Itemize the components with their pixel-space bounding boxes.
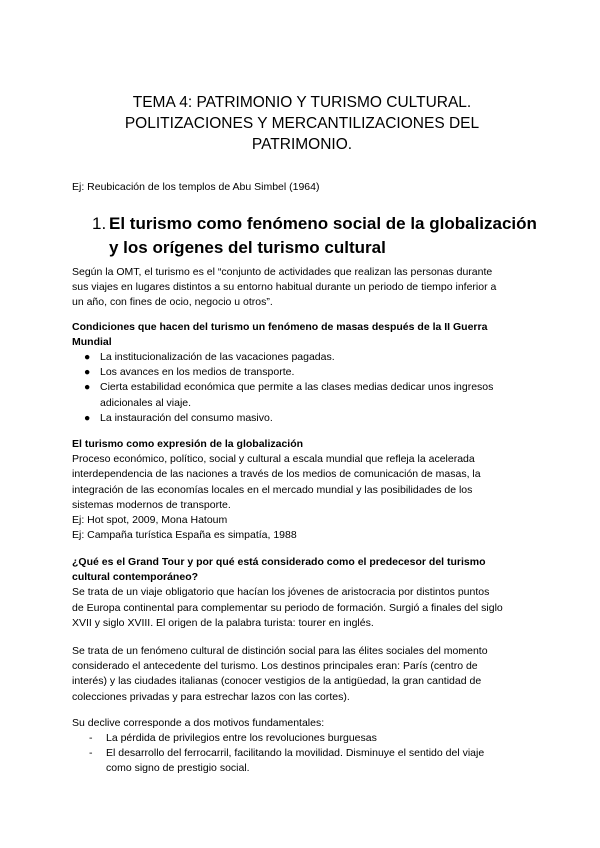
example-abu-simbel: Ej: Reubicación de los templos de Abu Simbel (1964) (72, 181, 320, 193)
decline-intro: Su declive corresponde a dos motivos fundamentales: (72, 717, 325, 729)
paragraph-line: de Europa continental para complementar su periodo de formación. Surgió a finales del siglo (72, 601, 503, 614)
conditions-list (72, 350, 534, 426)
decline-reasons-list (72, 731, 534, 777)
list-item-text: como signo de prestigio social. (106, 762, 250, 775)
omt-definition (72, 265, 534, 311)
heading-line: Condiciones que hacen del turismo un fenómeno de masas después de la II Guerra (72, 321, 488, 333)
title-line: PATRIMONIO. (251, 136, 353, 153)
paragraph-line: Se trata de un viaje obligatorio que hacían los jóvenes de aristocracia por distintos puntos (72, 586, 490, 599)
section-heading-line: y los orígenes del turismo cultural (109, 238, 386, 257)
conditions-heading (72, 320, 534, 350)
list-item-text: El desarrollo del ferrocarril, facilitando la movilidad. Disminuye el sentido del viaje (106, 747, 485, 760)
paragraph-line: sus viajes en lugares distintos a su entorno habitual durante un periodo de tiempo inferior a (72, 281, 497, 294)
title-line: TEMA 4: PATRIMONIO Y TURISMO CULTURAL. (132, 94, 472, 111)
bullet-marker: ● (84, 411, 91, 424)
list-item (72, 380, 534, 410)
list-item (72, 731, 534, 746)
section-heading-line: El turismo como fenómeno social de la globalización (109, 214, 537, 233)
document-title (72, 92, 532, 155)
list-item-text: La institucionalización de las vacaciones pagadas. (100, 351, 335, 363)
grand-tour-section (72, 555, 534, 631)
paragraph-line: integración de las economías locales en el mercado mundial y las posibilidades de los (72, 483, 473, 496)
paragraph-line: Proceso económico, político, social y cultural a escala mundial que refleja la acelerada (72, 453, 475, 466)
example-hot-spot: Ej: Hot spot, 2009, Mona Hatoum (72, 514, 228, 527)
heading-line: Mundial (72, 336, 112, 349)
dash-marker: - (89, 747, 93, 760)
grand-tour-heading: ¿Qué es el Grand Tour y por qué está considerado como el predecesor del turismo (72, 556, 486, 568)
bullet-marker: ● (84, 366, 91, 379)
paragraph-line: XVII y siglo XVIII. El origen de la palabra turista: tourer en inglés. (72, 616, 374, 629)
globalization-heading: El turismo como expresión de la globalización (72, 438, 304, 450)
paragraph-line: interés) y las ciudades italianas (conocer vestigios de la antigüedad, la gran cantidad de (72, 675, 482, 688)
paragraph-line: sistemas modernos de transporte. (72, 498, 231, 511)
section-number: 1. (92, 214, 107, 233)
list-item (72, 350, 534, 365)
list-item-text: La pérdida de privilegios entre los revoluciones burguesas (106, 732, 377, 744)
bullet-marker: ● (84, 351, 91, 363)
list-item (72, 746, 534, 776)
paragraph-line: considerado el antecedente del turismo. Los destinos principales eran: París (centro de (72, 660, 478, 673)
title-line: POLITIZACIONES Y MERCANTILIZACIONES DEL (124, 115, 480, 132)
globalization-section (72, 437, 534, 543)
dash-marker: - (89, 732, 93, 744)
paragraph-line: interdependencia de las naciones a través de los medios de comunicación de masas, la (72, 468, 481, 481)
paragraph-line: un año, con fines de ocio, negocio u otros”. (72, 296, 273, 309)
list-item (72, 411, 534, 426)
list-item-text: La instauración del consumo masivo. (100, 411, 273, 424)
paragraph-line: colecciones privadas y para estrechar lazos con las cortes). (72, 690, 350, 703)
list-item-text: adicionales al viaje. (100, 396, 192, 409)
paragraph-line: Según la OMT, el turismo es el “conjunto de actividades que realizan las personas durante (72, 266, 493, 278)
bullet-marker: ● (84, 381, 91, 394)
list-item (72, 365, 534, 380)
example-campaign: Ej: Campaña turística España es simpatía, 1988 (72, 529, 297, 542)
grand-tour-paragraph-2 (72, 644, 534, 705)
grand-tour-heading: cultural contemporáneo? (72, 571, 199, 584)
paragraph-line: Se trata de un fenómeno cultural de distinción social para las élites sociales del momento (72, 645, 488, 657)
list-item-text: Los avances en los medios de transporte. (100, 366, 295, 379)
list-item-text: Cierta estabilidad económica que permite a las clases medias dedicar unos ingresos (100, 381, 494, 394)
